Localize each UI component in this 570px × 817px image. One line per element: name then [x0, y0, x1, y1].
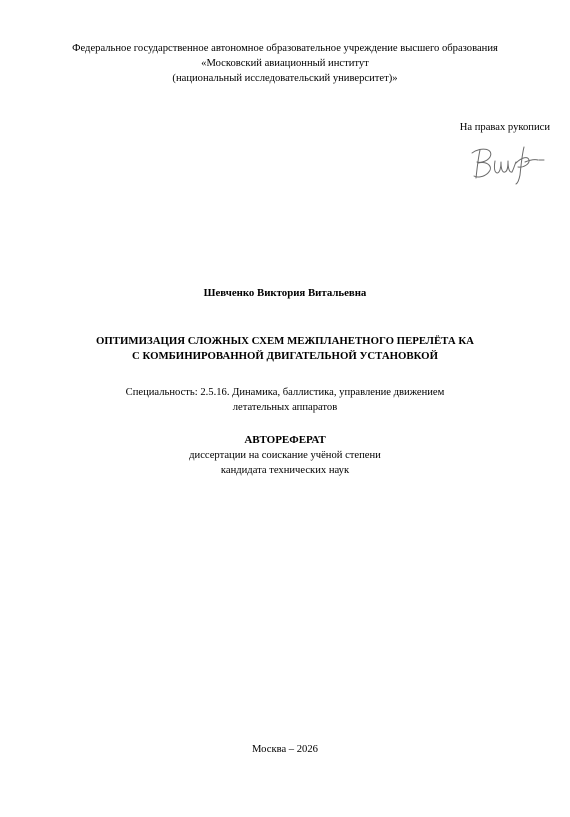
city-year: Москва – 2026 — [252, 744, 318, 755]
title-line-1: ОПТИМИЗАЦИЯ СЛОЖНЫХ СХЕМ МЕЖПЛАНЕТНОГО ПЕРЕЛЁТА КА — [96, 335, 474, 347]
organization-line-1: Федеральное государственное автономное образовательное учреждение высшего образования — [72, 43, 498, 54]
signature-icon — [468, 141, 550, 185]
author-name: Шевченко Виктория Витальевна — [203, 287, 367, 299]
abstract-block — [0, 433, 570, 478]
dissertation-title — [0, 334, 570, 364]
abstract-heading: АВТОРЕФЕРАТ — [244, 434, 326, 446]
organization-header — [0, 41, 570, 86]
title-line-2: С КОМБИНИРОВАННОЙ ДВИГАТЕЛЬНОЙ УСТАНОВКОЙ — [132, 350, 438, 362]
rights-note: На правах рукописи — [459, 122, 550, 133]
organization-line-3: (национальный исследовательский университет)» — [172, 73, 398, 84]
abstract-line-2: кандидата технических наук — [220, 465, 350, 476]
organization-line-2: «Московский авиационный институт — [201, 58, 369, 69]
specialty-line-2: летательных аппаратов — [232, 402, 338, 413]
abstract-line-1: диссертации на соискание учёной степени — [189, 450, 381, 461]
specialty — [0, 385, 570, 415]
specialty-line-1: Специальность: 2.5.16. Динамика, баллистика, управление движением — [125, 387, 445, 398]
